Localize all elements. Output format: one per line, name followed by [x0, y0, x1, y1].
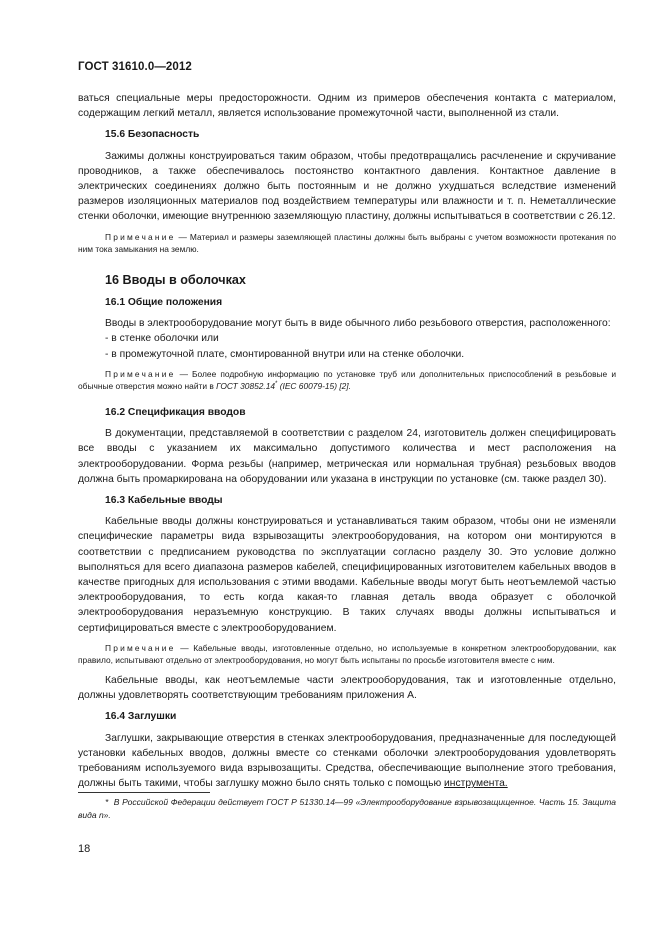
note-label: Примечание	[105, 231, 176, 242]
gost-reference: ГОСТ 30852.14	[216, 381, 276, 392]
heading-16-4: 16.4 Заглушки	[105, 711, 177, 723]
continued-paragraph: ваться специальные меры предосторожности. Одним из примеров обеспечения контакта с материалом, содержащим легкий металл, является использование промежуточной части, выполненной из стали.	[78, 93, 616, 120]
page-content	[78, 91, 616, 821]
note-label: Примечание	[105, 642, 176, 653]
note-16-3	[78, 642, 616, 667]
note-15-6	[78, 231, 616, 256]
note-label: Примечание	[105, 368, 176, 379]
footnote-divider	[78, 792, 210, 793]
list-item: - в промежуточной плате, смонтированной внутри или на стенке оболочки.	[105, 348, 465, 360]
note-text: — Кабельные вводы, изготовленные отдельно, но используемые в конкретном электрооборудовании, как правило, испытывают отдельно от электрооборудования, но могут быть испытаны по просьбе изготовителя вместе с ним.	[78, 642, 616, 666]
heading-15-6: 15.6 Безопасность	[105, 129, 200, 141]
paragraph-16-1: Вводы в электрооборудование могут быть в виде обычного либо резьбового отверстия, расположенного:	[105, 318, 611, 330]
note-16-1	[78, 368, 616, 393]
heading-16-3: 16.3 Кабельные вводы	[105, 495, 223, 507]
heading-16-1: 16.1 Общие положения	[105, 297, 223, 309]
note-text-end: (IEC 60079-15) [2].	[277, 381, 351, 392]
paragraph-16-3: Кабельные вводы должны конструироваться и устанавливаться таким образом, чтобы они не изменяли специфические параметры вида взрывозащиты электрооборудования, на котором они монтируются в соответствии с предписанием руководства по эксплуатации согласно разделу 30. Это условие должно выполняться для всего диапазона размеров кабелей, специфицированных изготовителем кабельных вводов в качестве пригодных для использования с этими вводами. Кабельные вводы могут быть неотъемлемой частью электрооборудования, то есть когда какая-то главная деталь ввода образует с оболочкой электрооборудования неразъемную конструкцию. В таких случаях вводы должны испытываться и сертифицироваться вместе с электрооборудованием.	[78, 516, 616, 634]
paragraph-end: инструмента.	[444, 778, 508, 790]
heading-16-2: 16.2 Спецификация вводов	[105, 407, 246, 419]
paragraph-16-3-b: Кабельные вводы, как неотъемлемые части электрооборудования, так и изготовленные отдельно, должны удовлетворять соответствующим требованиям приложения А.	[78, 675, 616, 702]
paragraph-text: Заглушки, закрывающие отверстия в стенках электрооборудования, предназначенные для последующей установки кабельных вводов, должны вместе со стенками оболочки электрооборудования удовлетворять требованиям используемого вида взрывозащиты. Средства, обеспечивающие выполнение этого требования, должны быть такими, чтобы заглушку можно было снять только с помощью	[78, 732, 616, 790]
paragraph-16-2: В документации, представляемой в соответствии с разделом 24, изготовитель должен специфицировать все вводы с указанием их максимально допустимого количества и мест расположения на электрооборудовании. Форма резьбы (например, метрическая или нормальная трубная) резьбовых вводов должна быть промаркирована на оборудовании или указана в инструкции по установке (см. также раздел 30).	[78, 428, 616, 485]
heading-16: 16 Вводы в оболочках	[105, 272, 246, 287]
footnote-mark: *	[105, 797, 109, 808]
footnote-text: В Российской Федерации действует ГОСТ Р 51330.14—99 «Электрооборудование взрывозащищенное. Часть 15. Защита вида n».	[78, 797, 616, 820]
footnote-mark: *	[275, 381, 278, 388]
paragraph-16-4	[78, 731, 616, 792]
standard-header: ГОСТ 31610.0—2012	[78, 61, 192, 73]
note-text: — Материал и размеры заземляющей пластины должны быть выбраны с учетом возможности протекания по ним тока замыкания на землю.	[78, 231, 616, 255]
note-text: — Более подробную информацию по установке труб или дополнительных приспособлений в резьбовые и обычные отверстия можно найти в	[78, 368, 616, 392]
page-number: 18	[78, 843, 91, 855]
paragraph-15-6: Зажимы должны конструироваться таким образом, чтобы предотвращались расчленение и скручивание проводников, а также обеспечивалось постоянство контактного давления. Контактное давление в электрических соединениях должно быть постоянным и не должно ухудшаться вследствие изменений размеров изоляционных материалов под воздействием температуры или влажности и т. п. Неметаллические стенки оболочки, имеющие внутреннюю заземляющую пластину, должны испытываться в соответствии с 26.12.	[78, 150, 616, 223]
list-item: - в стенке оболочки или	[105, 333, 219, 345]
footnote	[78, 796, 616, 821]
